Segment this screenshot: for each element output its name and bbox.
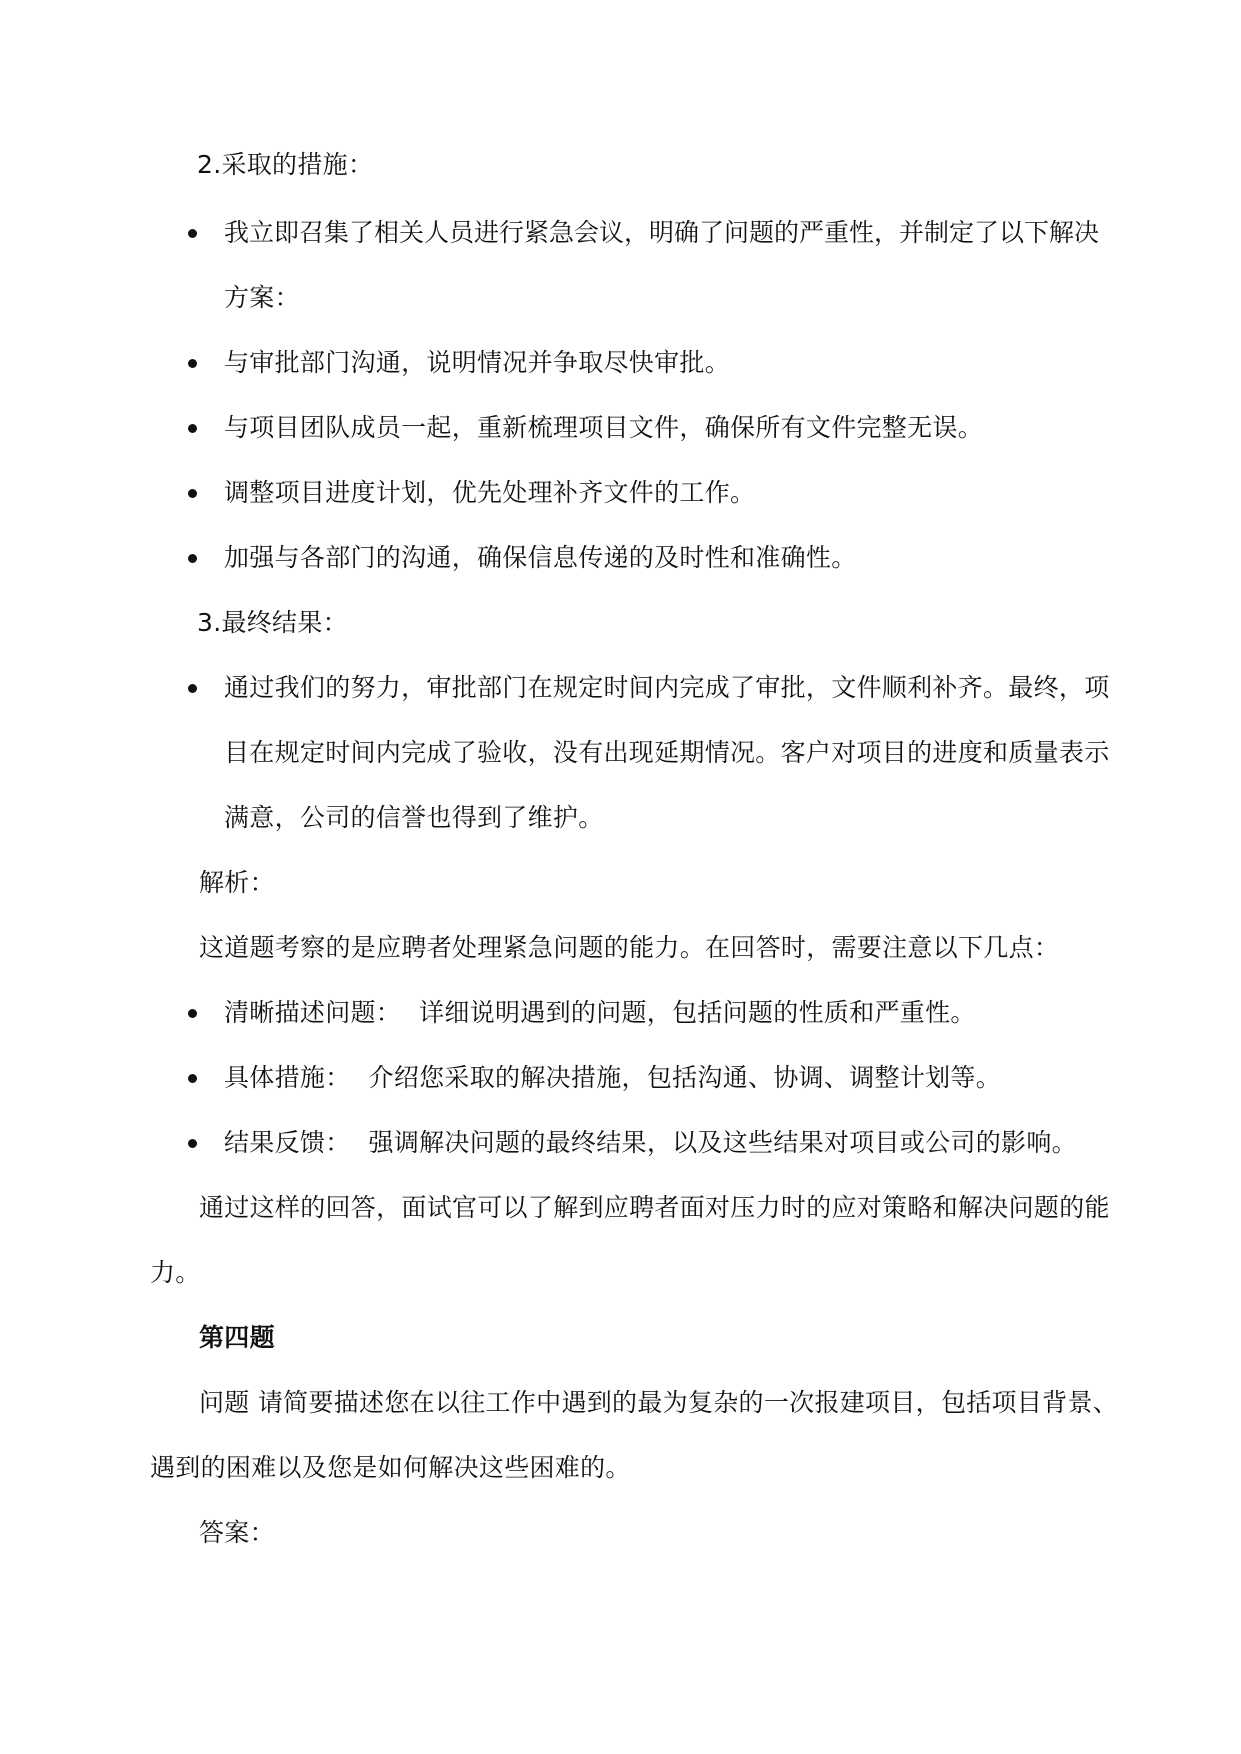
analysis-point-term: 清晰描述问题： (224, 998, 402, 1027)
bullet-icon (188, 489, 197, 498)
bullet-icon (188, 1074, 197, 1083)
analysis-conclusion: 通过这样的回答，面试官可以了解到应聘者面对压力时的应对策略和解决问题的能 (199, 1193, 1110, 1222)
bullet-icon (188, 554, 197, 563)
bullet-icon (188, 229, 197, 238)
bullet-icon (188, 1139, 197, 1148)
list-item-text: 与项目团队成员一起，重新梳理项目文件，确保所有文件完整无误。 (224, 413, 984, 442)
list-item-text: 与审批部门沟通，说明情况并争取尽快审批。 (224, 348, 731, 377)
analysis-point (224, 996, 976, 1030)
bullet-icon (188, 684, 197, 693)
question-text-cont: 遇到的困难以及您是如何解决这些困难的。 (150, 1453, 631, 1482)
analysis-point-text: 详细说明遇到的问题，包括问题的性质和严重性。 (419, 998, 976, 1027)
bullet-icon (188, 1009, 197, 1018)
analysis-label: 解析： (199, 868, 275, 897)
question-title: 第四题 (199, 1323, 275, 1352)
section-heading: 3.最终结果： (197, 608, 348, 637)
analysis-point (224, 1126, 1077, 1160)
bullet-icon (188, 424, 197, 433)
analysis-point (224, 1061, 1001, 1095)
list-item-text: 通过我们的努力，审批部门在规定时间内完成了审批，文件顺利补齐。最终，项 (224, 673, 1110, 702)
list-item-text: 调整项目进度计划，优先处理补齐文件的工作。 (224, 478, 756, 507)
list-item-text: 方案： (224, 283, 300, 312)
bullet-icon (188, 359, 197, 368)
list-item-text: 加强与各部门的沟通，确保信息传递的及时性和准确性。 (224, 543, 857, 572)
analysis-point-text: 介绍您采取的解决措施，包括沟通、协调、调整计划等。 (368, 1063, 1002, 1092)
analysis-point-text: 强调解决问题的最终结果，以及这些结果对项目或公司的影响。 (368, 1128, 1077, 1157)
list-item (224, 216, 1100, 250)
analysis-conclusion-cont: 力。 (150, 1258, 201, 1287)
analysis-point-term: 具体措施： (224, 1063, 351, 1092)
question-text: 问题 请简要描述您在以往工作中遇到的最为复杂的一次报建项目，包括项目背景、 (199, 1388, 1119, 1417)
list-item-text: 目在规定时间内完成了验收，没有出现延期情况。客户对项目的进度和质量表示 (224, 738, 1110, 767)
answer-label: 答案： (199, 1518, 275, 1547)
section-heading: 2.采取的措施： (197, 150, 374, 179)
analysis-intro: 这道题考察的是应聘者处理紧急问题的能力。在回答时，需要注意以下几点： (199, 933, 1060, 962)
analysis-point-term: 结果反馈： (224, 1128, 351, 1157)
list-item-text: 我立即召集了相关人员进行紧急会议，明确了问题的严重性，并制定了以下解决 (224, 218, 1100, 247)
list-item-text: 满意，公司的信誉也得到了维护。 (224, 803, 604, 832)
